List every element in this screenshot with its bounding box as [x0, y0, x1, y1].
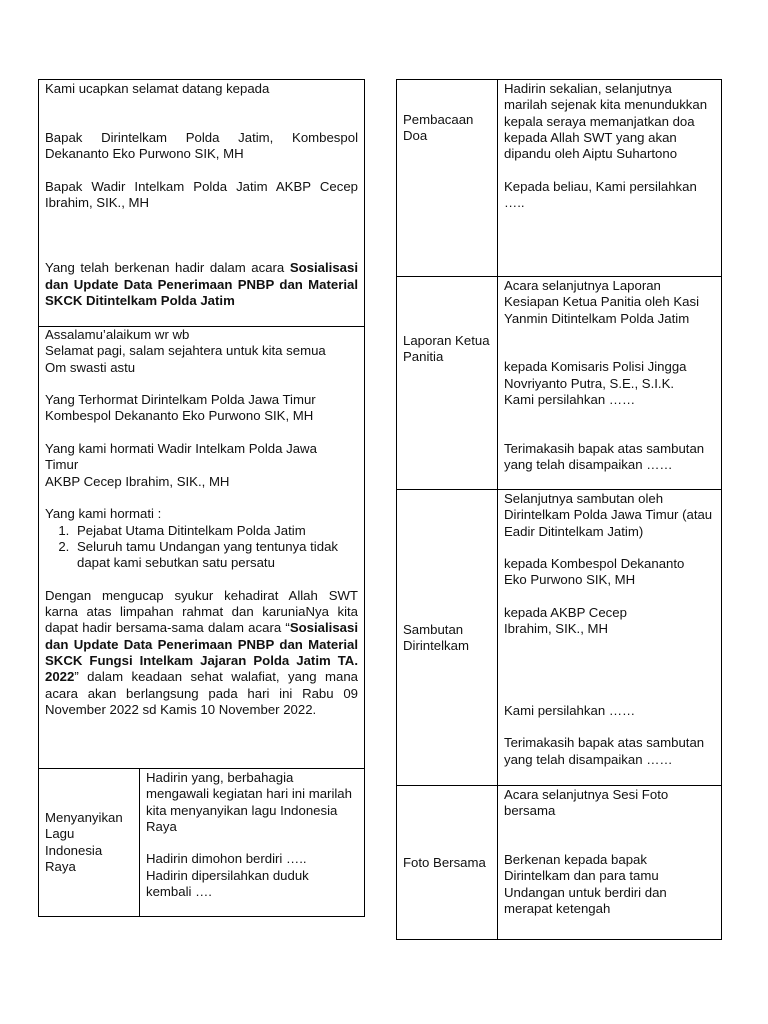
opening-post: ” dalam keadaan sehat walafiat, yang mana acara akan berlangsung pada hari ini Rabu 09 November 2022 sd Kamis 10 November 2022. — [45, 669, 358, 717]
honored-list — [45, 523, 358, 572]
doa-label — [397, 112, 497, 145]
doa-text-1: Hadirin sekalian, selanjutnya marilah sejenak kita menundukkan kepala seraya memanjatkan doa kepada Allah SWT yang akan dipandu oleh Aiptu Suhartono — [504, 81, 708, 162]
anthem-text-3: Hadirin dipersilahkan duduk kembali …. — [146, 867, 309, 900]
honored-item-1: 1. Pejabat Utama Ditintelkam Polda Jatim — [73, 523, 358, 539]
foto-label — [397, 855, 497, 871]
greeting-line-3: Om swasti astu — [45, 359, 136, 375]
sambutan-text-2: kepada Kombespol Dekananto Eko Purwono SIK, MH — [504, 556, 685, 588]
right-table — [396, 79, 722, 940]
anthem-content — [139, 769, 364, 900]
foto-content — [497, 786, 721, 917]
laporan-text-1: Acara selanjutnya Laporan Kesiapan Ketua Panitia oleh Kasi Yanmin Ditintelkam Polda Jatim — [504, 278, 700, 326]
doa-label-text: Pembacaan Doa — [403, 112, 474, 144]
opening-pre: Dengan mengucap syukur kehadirat Allah SWT karna atas limpahan rahmat dan karuniaNya kita dapat hadir bersama-sama dalam acara “ — [45, 587, 358, 636]
welcome-event-title: Sosialisasi dan Update Data Penerimaan PNBP dan Material SKCK Ditintelkam Polda Jatim — [45, 260, 358, 308]
foto-text-2: Berkenan kepada bapak Dirintelkam dan para tamu Undangan untuk berdiri dan merapat ketengah — [504, 852, 667, 917]
laporan-text-3: Kami persilahkan …… — [504, 392, 636, 408]
left-table — [38, 79, 365, 917]
honored-intro: Yang kami hormati : — [45, 506, 162, 522]
sambutan-text-4: Kami persilahkan …… — [504, 702, 636, 718]
sambutan-text-1: Selanjutnya sambutan oleh Dirintelkam Polda Jawa Timur (atau Eadir Ditintelkam Jatim) — [504, 491, 713, 539]
sambutan-label-text: Sambutan Dirintelkam — [403, 622, 469, 654]
opening-event-title: Sosialisasi dan Update Data Penerimaan PNBP dan Material SKCK Fungsi Intelkam Jajaran Polda Jatim TA. 2022 — [45, 620, 358, 685]
laporan-label — [397, 333, 497, 366]
welcome-guest-2: Bapak Wadir Intelkam Polda Jatim AKBP Cecep Ibrahim, SIK., MH — [45, 178, 358, 211]
doa-content — [497, 80, 721, 211]
foto-label-text: Foto Bersama — [403, 855, 486, 870]
welcome-cell — [39, 80, 364, 327]
anthem-label — [39, 810, 139, 875]
greeting-line-2: Selamat pagi, salam sejahtera untuk kita semua — [45, 343, 326, 359]
honor-1a: Yang Terhormat Dirintelkam Polda Jawa Timur — [45, 392, 316, 408]
honor-2b: AKBP Cecep Ibrahim, SIK., MH — [45, 473, 230, 489]
laporan-text-4: Terimakasih bapak atas sambutan yang telah disampaikan …… — [504, 440, 705, 473]
opening-paragraph — [45, 588, 358, 718]
welcome-attend-text: Yang telah berkenan hadir dalam acara — [45, 260, 285, 276]
sambutan-text-3: kepada AKBP Cecep Ibrahim, SIK., MH — [504, 605, 627, 637]
anthem-text-1: Hadirin yang, berbahagia mengawali kegiatan hari ini marilah kita menyanyikan lagu Indonesia Raya — [146, 770, 352, 834]
anthem-label-text: Menyanyikan Lagu Indonesia Raya — [45, 810, 123, 874]
honored-item-2: 2. Seluruh tamu Undangan yang tentunya tidak dapat kami sebutkan satu persatu — [73, 539, 358, 572]
laporan-text-2: kepada Komisaris Polisi Jingga Novriyanto Putra, S.E., S.I.K. — [504, 359, 687, 391]
laporan-label-text: Laporan Ketua Panitia — [403, 333, 490, 365]
greeting-cell — [39, 327, 364, 768]
sambutan-content — [497, 490, 721, 768]
welcome-intro: Kami ucapkan selamat datang kepada — [45, 81, 270, 96]
anthem-text-2: Hadirin dimohon berdiri ….. — [146, 851, 307, 867]
honor-2a: Yang kami hormati Wadir Intelkam Polda Jawa Timur — [45, 441, 317, 473]
welcome-event — [45, 260, 358, 309]
welcome-guest-1: Bapak Dirintelkam Polda Jatim, Kombespol Dekananto Eko Purwono SIK, MH — [45, 129, 358, 162]
laporan-content — [497, 277, 721, 474]
greeting-line-1: Assalamu’alaikum wr wb — [45, 327, 190, 342]
doa-text-2: Kepada beliau, Kami persilahkan ….. — [504, 178, 697, 211]
honor-1b: Kombespol Dekananto Eko Purwono SIK, MH — [45, 408, 314, 424]
foto-text-1: Acara selanjutnya Sesi Foto bersama — [504, 787, 669, 819]
sambutan-text-5: Terimakasih bapak atas sambutan yang telah disampaikan …… — [504, 735, 705, 767]
sambutan-label — [397, 622, 497, 655]
